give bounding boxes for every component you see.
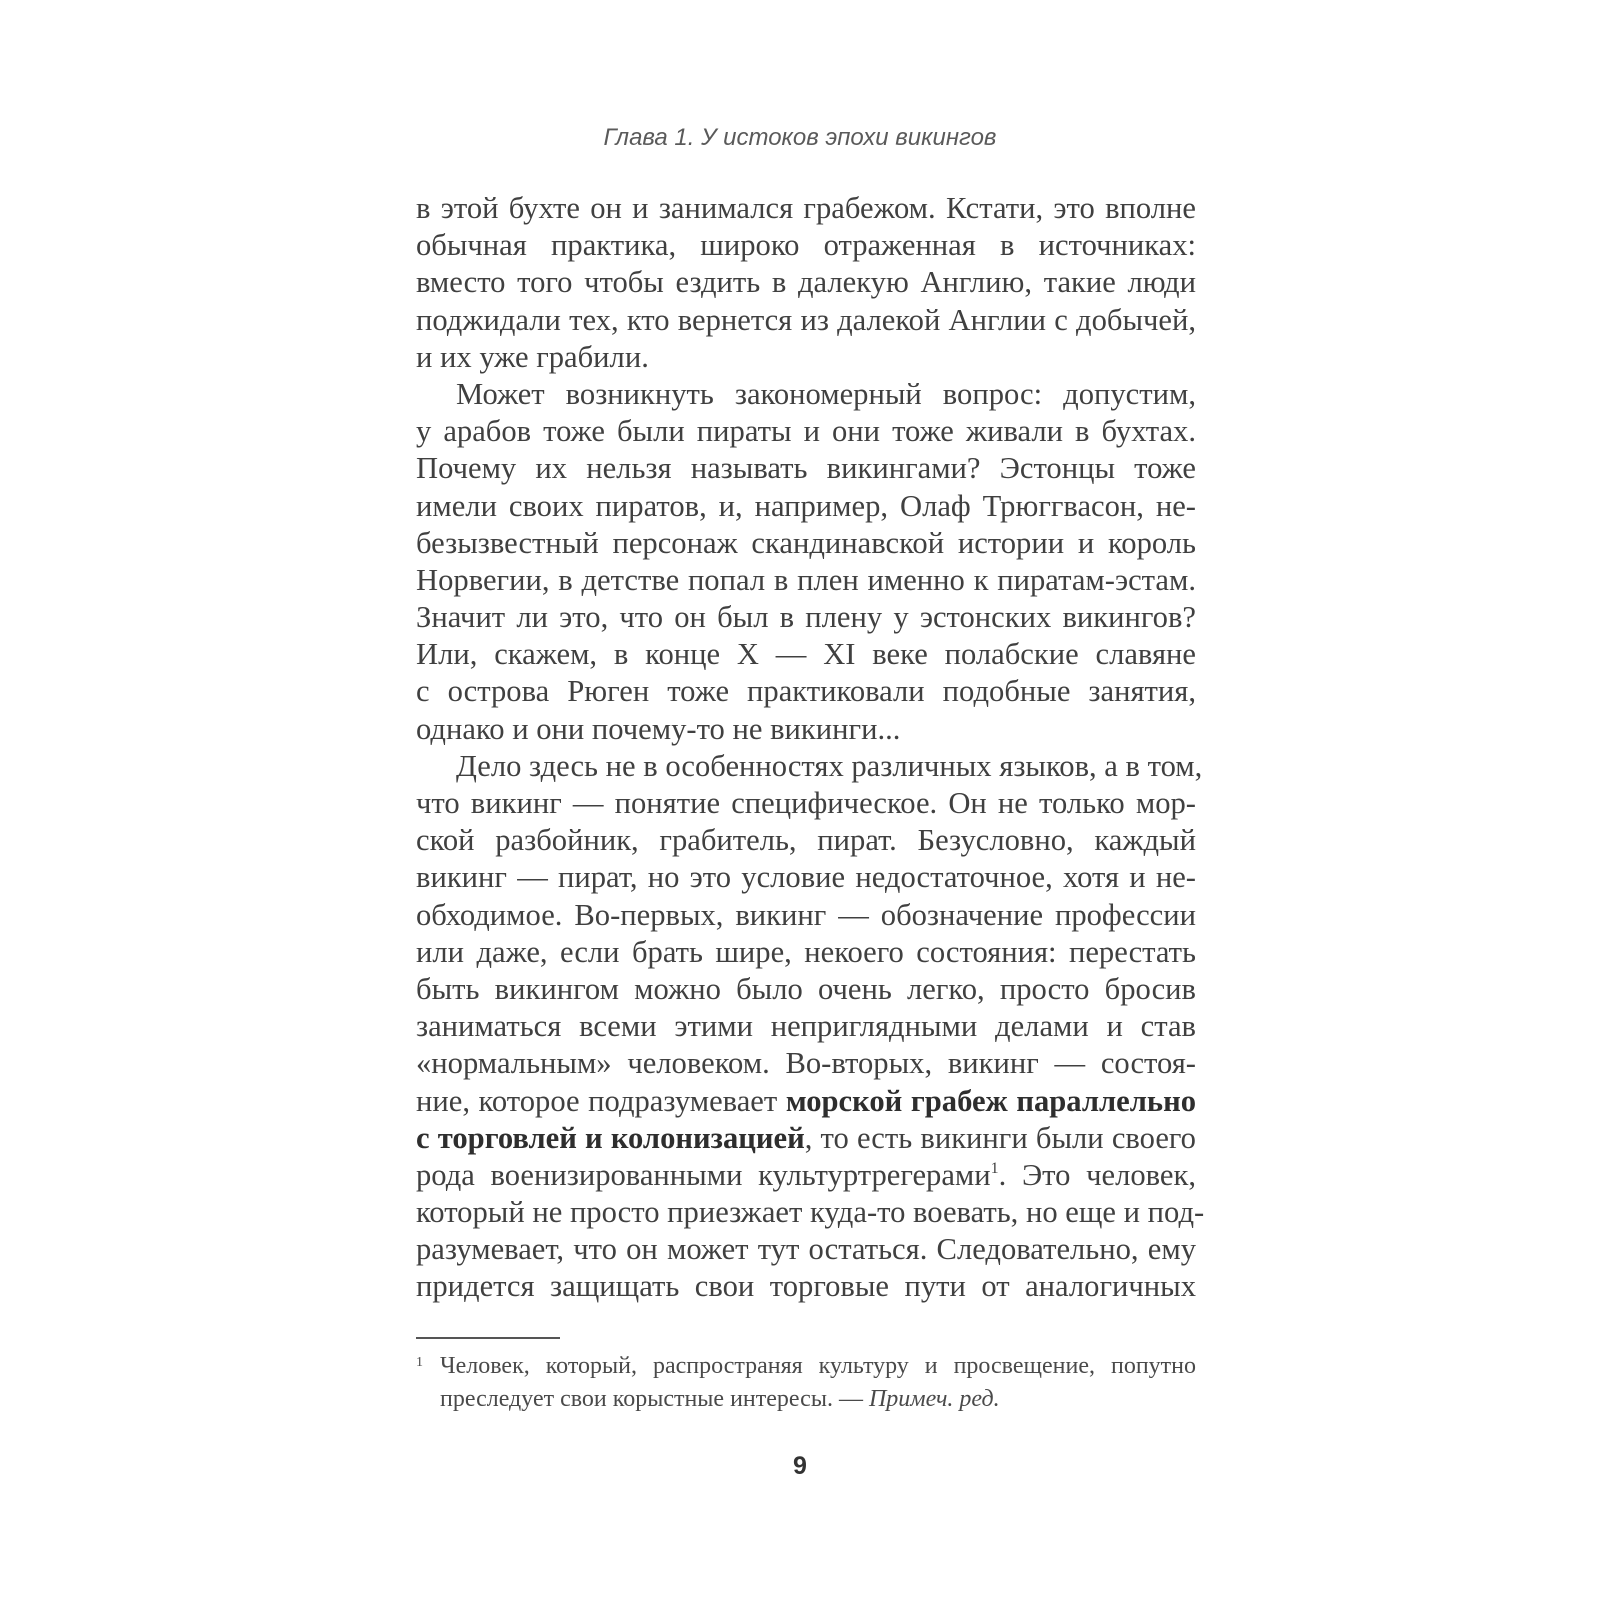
footnote-text: преследует свои корыстные интересы. — [440, 1386, 869, 1412]
text-line: в этой бухте он и занимался грабежом. Кстати, это вполне [416, 191, 1196, 225]
text-line: имели своих пиратов, и, например, Олаф Трюггвасон, не- [416, 488, 1196, 523]
page-number: 9 [793, 1452, 807, 1480]
text-line: и их уже грабили. [416, 339, 649, 374]
text-line: ской разбойник, грабитель, пират. Безусловно, каждый [416, 823, 1196, 858]
text-line: вместо того чтобы ездить в далекую Англию, такие люди [416, 265, 1196, 300]
text-line-mixed [416, 1083, 1196, 1120]
footnote-line [416, 1383, 1196, 1416]
text-line: викинг — пират, но это условие недостаточное, хотя и не- [416, 860, 1196, 895]
text-line: у арабов тоже были пираты и они тоже живали в бухтах. [416, 414, 1196, 449]
body-text [416, 190, 1205, 1306]
text-line: Дело здесь не в особенностях различных языков, а в том, [456, 748, 1203, 783]
text-line: Почему их нельзя называть викингами? Эстонцы тоже [416, 451, 1196, 486]
text-run: . Это человек, [998, 1157, 1196, 1192]
text-line: что викинг — понятие специфическое. Он не только мор- [416, 786, 1196, 820]
text-line: поджидали тех, кто вернется из далекой Англии с добычей, [416, 302, 1196, 337]
text-line: Значит ли это, что он был в плену у эстонских викингов? [416, 600, 1196, 635]
running-header: Глава 1. У истоков эпохи викингов [603, 124, 997, 151]
bold-emphasis: с торговлей и колонизацией [416, 1120, 805, 1155]
footnote-divider [416, 1337, 560, 1339]
text-line: быть викингом можно было очень легко, просто бросив [416, 971, 1196, 1006]
footnote-reference[interactable]: 1 [990, 1159, 999, 1177]
text-line: с острова Рюген тоже практиковали подобные занятия, [416, 674, 1196, 709]
text-run: ние, которое подразумевает [416, 1083, 786, 1118]
text-line: который не просто приезжает куда-то воевать, но еще и под- [416, 1195, 1205, 1230]
text-line: обычная практика, широко отраженная в источниках: [416, 228, 1196, 263]
footnote-line: Человек, который, распространяя культуру и просвещение, попутно [440, 1353, 1196, 1379]
bold-emphasis: морской грабеж параллельно [785, 1083, 1196, 1118]
text-line: однако и они почему-то не викинги... [416, 711, 901, 746]
text-line: разумевает, что он может тут остаться. Следовательно, ему [416, 1232, 1196, 1267]
text-run: рода военизированными культуртрегерами [416, 1157, 991, 1192]
text-line: заниматься всеми этими неприглядными делами и став [416, 1009, 1196, 1044]
text-line: или даже, если брать шире, некоего состояния: перестать [416, 934, 1196, 969]
text-run: , то есть викинги были своего [804, 1120, 1196, 1155]
text-line: Норвегии, в детстве попал в плен именно к пиратам-эстам. [416, 562, 1196, 597]
editor-note: Примеч. ред. [868, 1386, 1000, 1412]
text-line: «нормальным» человеком. Во-вторых, викинг — состоя- [416, 1046, 1196, 1081]
text-line-mixed [416, 1157, 1196, 1194]
footnote-marker: 1 [416, 1355, 423, 1370]
text-line: обходимое. Во-первых, викинг — обозначение профессии [416, 897, 1196, 932]
text-line: Или, скажем, в конце X — XI веке полабские славяне [416, 637, 1196, 672]
text-line: Может возникнуть закономерный вопрос: допустим, [456, 376, 1196, 411]
text-line-mixed [416, 1120, 1196, 1157]
text-line: безызвестный персонаж скандинавской истории и король [416, 525, 1196, 560]
footnote [416, 1350, 1196, 1416]
text-line: придется защищать свои торговые пути от аналогичных [416, 1269, 1196, 1304]
